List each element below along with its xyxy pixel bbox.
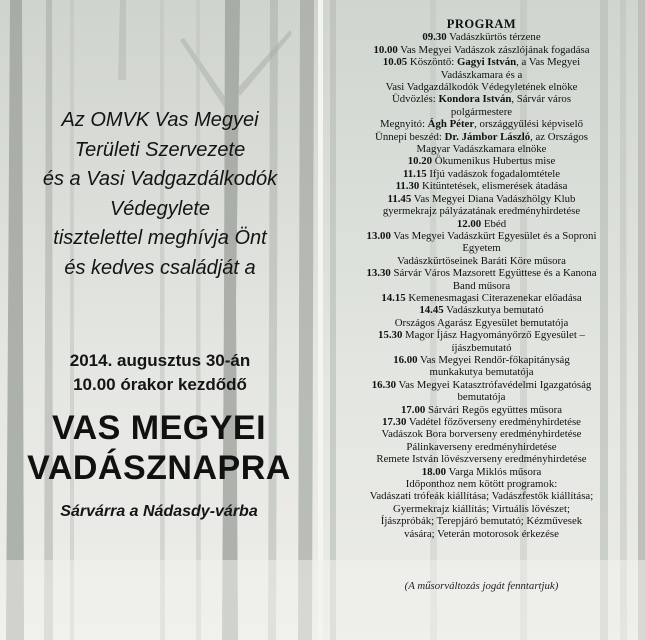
program-line-bold: 14.15: [381, 291, 406, 304]
program-line-text: polgármestere: [450, 105, 513, 118]
program-line: [324, 416, 639, 428]
program-line: [324, 93, 639, 105]
program-line: [324, 267, 639, 279]
program-heading: PROGRAM: [446, 17, 517, 31]
program-line-text: Ebéd: [481, 217, 507, 230]
program-line-text: Band műsora: [452, 279, 511, 292]
invitation-panel: [0, 0, 318, 640]
program-line-text: , az Országos: [530, 130, 588, 143]
program-line-text: Ünnepi beszéd:: [375, 130, 445, 143]
program-line: [324, 478, 639, 490]
program-line-bold: 14.45: [419, 304, 444, 317]
program-line-text: Kitüntetések, elismerések átadása: [419, 180, 568, 193]
program-line-text: Ifjú vadászok fogadalomtétele: [426, 167, 561, 180]
invitation-line: és kedves családját a: [64, 256, 256, 279]
program-line-bold: 09.30: [422, 31, 447, 44]
program-line-text: Vas Megyei Diana Vadászhölgy Klub: [411, 192, 576, 205]
program-line-text: Magor Íjász Hagyományőrző Egyesület –: [402, 329, 585, 342]
program-line-bold: 13.30: [366, 267, 391, 280]
program-line-bold: 10.00: [373, 43, 398, 56]
program-line-bold: Ágh Péter: [427, 118, 475, 131]
program-line-text: Sárvár Város Mazsorett Együttese és a Kanona: [390, 267, 597, 280]
program-line: [324, 366, 639, 378]
program-line: [324, 118, 639, 130]
title-line-1: VAS MEGYEI: [51, 409, 267, 447]
program-line-text: gyermekrajz pályázatának eredményhirdetése: [382, 205, 581, 218]
program-line-text: , országgyűlési képviselő: [474, 118, 583, 131]
program-line: [324, 342, 639, 354]
program-line-text: íjászbemutató: [451, 341, 512, 354]
program-line: [324, 230, 639, 242]
program-line-bold: 18.00: [421, 465, 446, 478]
program-line: [324, 44, 639, 56]
program-line: [324, 205, 639, 217]
program-line: [324, 354, 639, 366]
program-line-text: Íjászpróbák; Terepjáró bemutató; Kézművesek: [380, 515, 583, 528]
program-line: [324, 168, 639, 180]
program-line-text: Vadászkürtöseinek Baráti Köre műsora: [397, 254, 566, 267]
program-line-text: Egyetem: [462, 242, 501, 255]
event-date: [20, 349, 300, 397]
program-line-text: Időponthoz nem kötött programok:: [405, 478, 558, 491]
program-line: [324, 106, 639, 118]
program-line: [324, 304, 639, 316]
program-line-text: Varga Miklós műsora: [446, 465, 542, 478]
program-line-bold: 11.30: [395, 180, 420, 193]
invitation-line: és a Vasi Vadgazdálkodók: [42, 168, 278, 190]
program-line: [324, 317, 639, 329]
program-line-text: Vas Megyei Vadászkürt Egyesület és a Soproni: [390, 229, 597, 242]
program-line-text: Kemenesmagasi Citerazenekar előadása: [405, 291, 582, 304]
program-line: [324, 503, 639, 515]
program-line-bold: Gagyi István: [457, 56, 517, 69]
program-line-bold: 15.30: [378, 329, 403, 342]
program-line-bold: 16.00: [393, 353, 418, 366]
program-line: [324, 81, 639, 93]
program-line-bold: 11.15: [402, 167, 427, 180]
program-line: [324, 180, 639, 192]
program-line: [324, 280, 639, 292]
program-line: [324, 466, 639, 478]
program-line-bold: Dr. Jámbor László: [444, 130, 531, 143]
program-line: [324, 428, 639, 440]
program-line-text: Vasi Vadgazdálkodók Védegyletének elnöke: [385, 81, 578, 94]
program-line: [324, 292, 639, 304]
program-line: [324, 391, 639, 403]
program-line: [324, 528, 639, 540]
program-line-text: Vadétel főzőverseny eredményhirdetése: [406, 416, 581, 428]
program-line-text: , a Vas Megyei: [516, 56, 581, 69]
program-line: [324, 441, 639, 453]
event-title: [0, 408, 318, 488]
program-line-text: vására; Veterán motorosok érkezése: [404, 527, 559, 540]
program-line-bold: 10.20: [407, 155, 433, 168]
program-line-bold: Kondora István: [438, 93, 512, 106]
program-line: [324, 404, 639, 416]
program-line-text: Vadászati trófeák kiállítása; Vadászfestők kiállítása;: [369, 490, 594, 503]
invitation-line: Területi Szervezete: [74, 138, 246, 161]
program-line: [324, 143, 639, 155]
program-line-bold: 12.00: [456, 217, 482, 230]
program-line-bold: 11.45: [387, 192, 412, 205]
program-line-text: Vadászkamara és a: [440, 68, 523, 81]
program-line-text: Vas Megyei Vadászok zászlójának fogadása: [397, 43, 590, 56]
program-line-text: Pálinkaverseny eredményhirdetése: [406, 440, 557, 453]
program-line-bold: 10.05: [382, 56, 408, 69]
program-line: [324, 218, 639, 230]
program-line-text: bemutatója: [457, 391, 506, 404]
program-line: [324, 69, 639, 81]
program-line-text: munkakutya bemutatója: [429, 366, 534, 379]
program-panel: [324, 0, 639, 640]
program-line-text: Megnyitó:: [379, 118, 428, 131]
date-line: 2014. augusztus 30-án: [69, 351, 251, 370]
program-line-text: Vadászkürtös térzene: [446, 31, 541, 44]
program-line: [324, 379, 639, 391]
program-line: [324, 255, 639, 267]
program-line-text: Üdvözlés:: [391, 93, 439, 106]
program-line-text: Vadászok Bora borverseny eredményhirdetése: [381, 428, 582, 441]
program-line-text: Köszöntő:: [407, 56, 457, 69]
program-line: [324, 515, 639, 527]
invitation-text: [20, 106, 300, 283]
program-line: [324, 31, 639, 43]
program-line-text: Gyermekrajz kiállítás; Virtuális lövészet;: [393, 502, 570, 515]
program-line-text: Remete István lövészverseny eredményhirdetése: [376, 453, 587, 466]
program-line-text: Magyar Vadászkamara elnöke: [416, 143, 547, 156]
program-line: [324, 155, 639, 167]
invitation-line: Védegylete: [109, 197, 211, 220]
invitation-line: Az OMVK Vas Megyei: [61, 109, 259, 131]
program-line-text: Ökumenikus Hubertus mise: [432, 155, 556, 168]
program-line-text: Vas Megyei Rendőr-főkapitányság: [417, 353, 570, 366]
invitation-line: tisztelettel meghívja Önt: [53, 227, 267, 249]
program-line-bold: 17.30: [382, 416, 407, 428]
program-line: [324, 453, 639, 465]
program-line: [324, 490, 639, 502]
program-line: [324, 56, 639, 68]
event-venue: Sárvárra a Nádasdy-várba: [60, 503, 258, 520]
program-line-text: , Sárvár város: [511, 93, 572, 106]
title-line-2: VADÁSZNAPRA: [27, 449, 291, 487]
program-line: [324, 131, 639, 143]
program-line-bold: 16.30: [371, 378, 396, 391]
program-line-bold: 13.00: [366, 229, 391, 242]
program-line: [324, 329, 639, 341]
program-list: [324, 18, 639, 540]
program-note: (A műsorváltozás jogát fenntartjuk): [404, 580, 559, 592]
program-line-text: Vadászkutya bemutató: [443, 304, 544, 317]
time-line: 10.00 órakor kezdődő: [73, 375, 247, 394]
program-line-bold: 17.00: [400, 403, 426, 416]
program-line: [324, 193, 639, 205]
program-line-text: Vas Megyei Katasztrófavédelmi Igazgatóság: [396, 378, 592, 391]
program-line-text: Sárvári Regös együttes műsora: [425, 403, 563, 416]
program-line-text: Országos Agarász Egyesület bemutatója: [394, 316, 569, 329]
program-line: [324, 242, 639, 254]
